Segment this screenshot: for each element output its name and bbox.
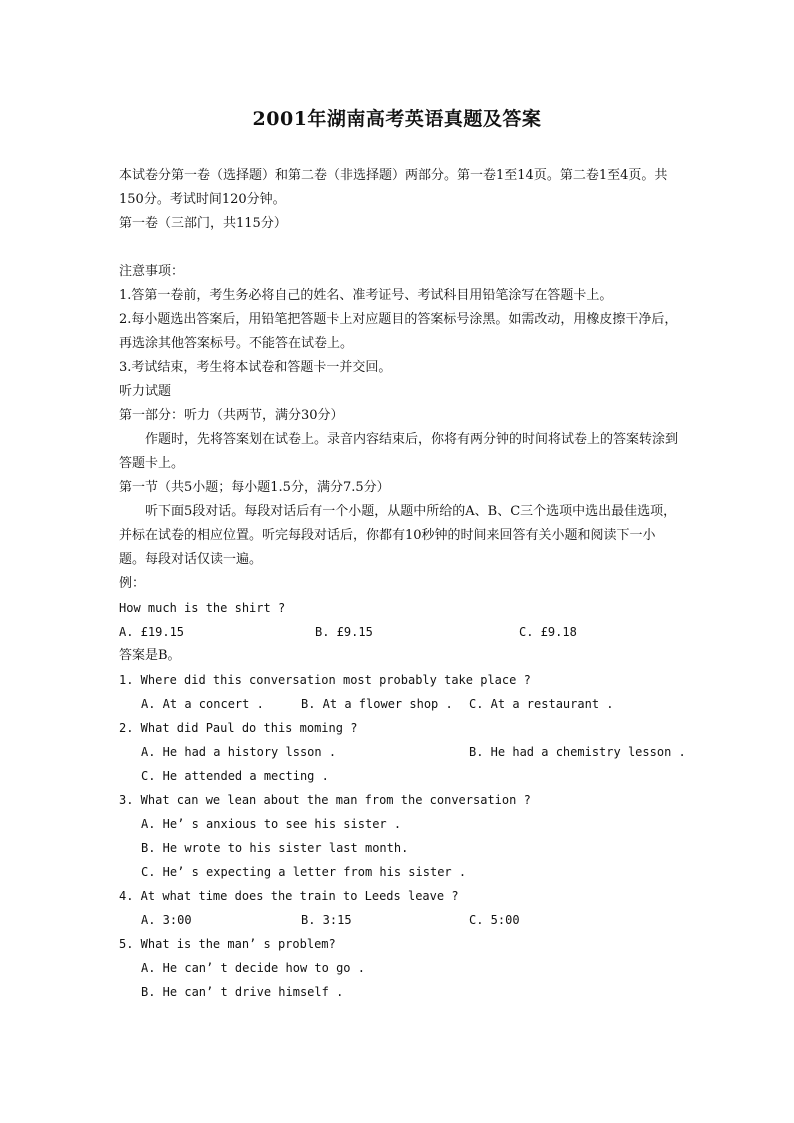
question-text: 4. At what time does the train to Leeds leave ? (119, 889, 459, 903)
section-instructions: 听下面5段对话。每段对话后有一个小题，从题中所给的A、B、C三个选项中选出最佳选项，并标在试卷的相应位置。听完每段对话后，你都有10秒钟的时间来回答有关小题和阅读下一小题。每段对话仅读一遍。 (119, 504, 677, 567)
note-item: 2.每小题选出答案后，用铅笔把答题卡上对应题目的答案标号涂黑。如需改动，用橡皮擦干净后，再选涂其他答案标号。不能答在试卷上。 (119, 312, 678, 351)
example-question: How much is the shirt ? (119, 601, 286, 615)
document-body (119, 164, 686, 1004)
option-b: B. He had a chemistry lesson . (469, 745, 686, 759)
part-instructions: 作题时，先将答案划在试卷上。录音内容结束后，你将有两分钟的时间将试卷上的答案转涂到答题卡上。 (119, 432, 679, 471)
option-a: A. He can’ t decide how to go . (141, 961, 365, 975)
part-one-heading: 第一卷（三部门，共115分） (119, 216, 287, 231)
note-item: 1.答第一卷前，考生务必将自己的姓名、准考证号、考试科目用铅笔涂写在答题卡上。 (119, 288, 613, 303)
part-heading: 第一部分：听力（共两节，满分30分） (119, 408, 344, 423)
intro-text: 本试卷分第一卷（选择题）和第二卷（非选择题）两部分。第一卷1至14页。第二卷1至4页。共150分。考试时间120分钟。 (119, 168, 668, 207)
question-text: 5. What is the man’ s problem? (119, 937, 336, 951)
page-title: 2001年湖南高考英语真题及答案 (252, 108, 542, 130)
option-c: C. He attended a mecting . (141, 769, 329, 783)
option-b: B. He can’ t drive himself . (141, 985, 344, 999)
option-b: B. 3:15 (301, 913, 352, 927)
option-a: A. 3:00 (141, 913, 192, 927)
option-b: B. At a flower shop . (301, 697, 453, 711)
option-a: A. At a concert . (141, 697, 264, 711)
example-option-c: C. £9.18 (519, 625, 577, 639)
question-options (119, 692, 679, 716)
question-text: 2. What did Paul do this moming ? (119, 721, 358, 735)
option-a: A. He’ s anxious to see his sister . (141, 817, 402, 831)
example-answer: 答案是B。 (119, 648, 181, 663)
question-text: 3. What can we lean about the man from the conversation ? (119, 793, 531, 807)
note-item: 3.考试结束，考生将本试卷和答题卡一并交回。 (119, 360, 392, 375)
notes-heading: 注意事项： (119, 264, 185, 279)
option-c: C. 5:00 (469, 913, 520, 927)
option-a: A. He had a history lsson . (141, 745, 337, 759)
listening-heading: 听力试题 (119, 384, 172, 399)
example-label: 例： (119, 576, 146, 591)
option-b: B. He wrote to his sister last month. (141, 841, 409, 855)
option-c: C. He’ s expecting a letter from his sister . (141, 865, 467, 879)
question-text: 1. Where did this conversation most probably take place ? (119, 673, 531, 687)
section-heading: 第一节（共5小题；每小题1.5分，满分7.5分） (119, 480, 390, 495)
question-options (119, 908, 679, 932)
example-option-b: B. £9.15 (315, 625, 373, 639)
example-options (119, 620, 679, 644)
option-c: C. At a restaurant . (469, 697, 614, 711)
question-options (119, 740, 686, 764)
example-option-a: A. £19.15 (119, 625, 185, 639)
